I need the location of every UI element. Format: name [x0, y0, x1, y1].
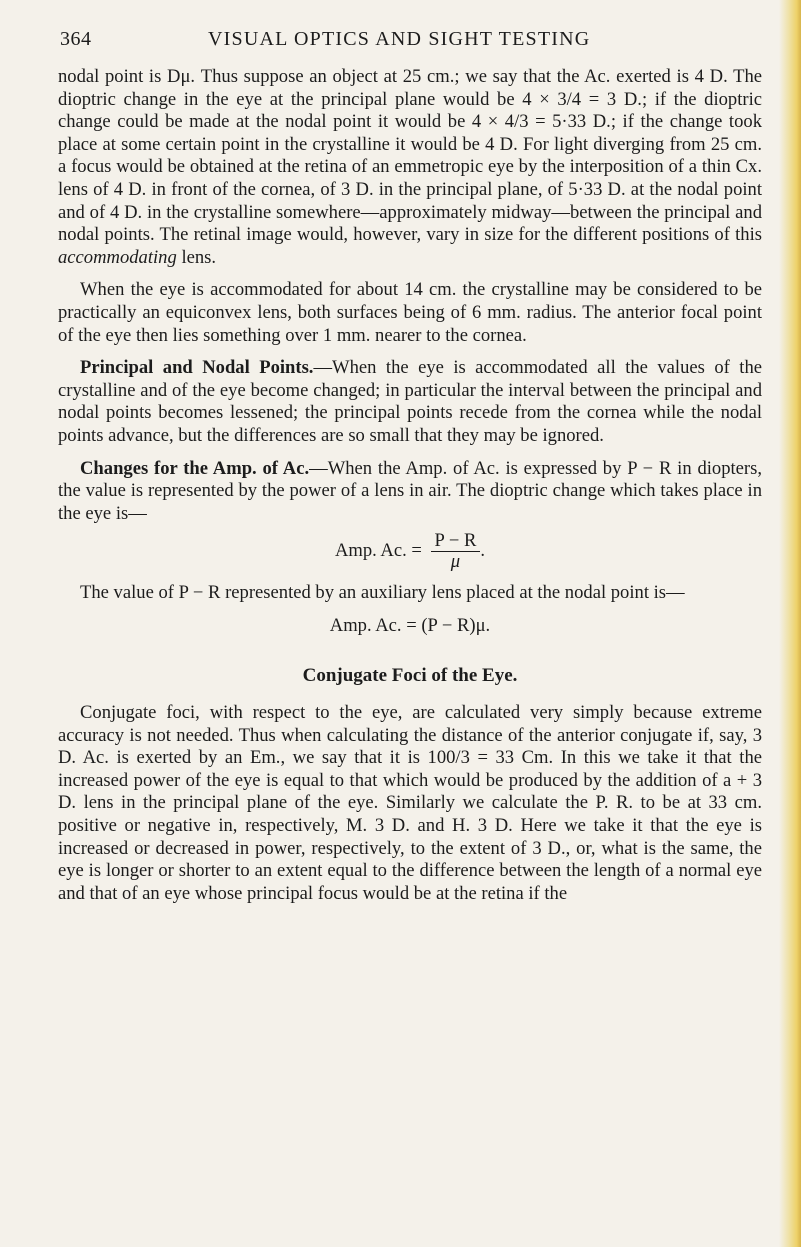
paragraph-6: Conjugate foci, with respect to the eye, are calculated very simply because extreme accuracy is not needed. Thus when calculating the distance of the anterior conjugate if, say, 3 D. Ac. is exerted by an Em., we say that it is 100/3 = 33 Cm. In this we take it that the increased power of the eye is equal to that which would be produced by the addition of a + 3 D. lens in the principal plane of the eye. Similarly we calculate the P. R. to be at 33 cm. positive or negative in, respectively, M. 3 D. and H. 3 D. Here we take it that the eye is increased or decreased in power, respectively, to the extent of 3 D., or, what is the same, the eye is longer or shorter to an extent equal to the difference between the length of a normal eye and that of an eye whose principal focus would be at the retina if the [58, 702, 762, 904]
paragraph-4-heading: Changes for the Amp. of Ac. [80, 457, 310, 479]
paragraph-1-end: lens. [181, 246, 217, 268]
formula-amplitude-fraction [58, 531, 762, 572]
body-text [58, 66, 762, 905]
paragraph-1-text: nodal point is Dμ. Thus suppose an object at 25 cm.; we say that the Ac. exerted is 4 D. The dioptric change in the eye at the principal plane would be 4 × 3/4 = 3 D.; if the dioptric change could be made at the nodal point it would be 4 × 4/3 = 5·33 D.; if the change took place at some certain point in the crystalline it would be 4 D. For light diverging from 25 cm. a focus would be obtained at the retina of an emmetropic eye by the interposition of a thin Cx. lens of 4 D. in front of the cornea, of 3 D. in the principal plane, of 5·33 D. at the nodal point and of 4 D. in the crystalline somewhere—approximately midway—between the principal and nodal points. The retinal image would, however, vary in size for the different positions of this [58, 66, 762, 246]
formula-amplitude-product: Amp. Ac. = (P − R)μ. [329, 614, 491, 636]
paragraph-3 [58, 357, 762, 447]
paragraph-2: When the eye is accommodated for about 14 cm. the crystalline may be considered to be practically an equiconvex lens, both surfaces being of 6 mm. radius. The anterior focal point of the eye then lies something over 1 mm. nearer to the cornea. [58, 279, 762, 346]
paragraph-5: The value of P − R represented by an auxiliary lens placed at the nodal point is— [80, 582, 685, 604]
paragraph-4-text: —When the Amp. of Ac. is expressed by P − R in diopters, the value is represented by the power of a lens in air. The dioptric change which takes place in the eye is— [58, 457, 763, 524]
section-heading: Conjugate Foci of the Eye. [302, 665, 518, 687]
formula-1-period: . [480, 540, 486, 562]
page-number: 364 [60, 28, 92, 50]
formula-1-numerator: P − R [431, 531, 481, 552]
running-title: VISUAL OPTICS AND SIGHT TESTING [208, 28, 591, 50]
formula-1-left: Amp. Ac. = [334, 540, 422, 562]
paragraph-3-text: —When the eye is accommodated all the values of the crystalline and of the eye become changed; in particular the interval between the principal and nodal points becomes lessened; the principal points recede from the cornea while the nodal points advance, but the differences are so small that they may be ignored. [58, 357, 763, 446]
page-edge-decoration [779, 0, 801, 1247]
paragraph-4 [58, 458, 762, 526]
formula-1-denominator: μ [450, 551, 461, 573]
paragraph-1 [58, 66, 762, 269]
paragraph-1-italic: accommodating [58, 246, 177, 268]
running-header [60, 28, 760, 58]
paragraph-3-heading: Principal and Nodal Points. [80, 357, 314, 379]
formula-1-fraction [431, 531, 481, 572]
